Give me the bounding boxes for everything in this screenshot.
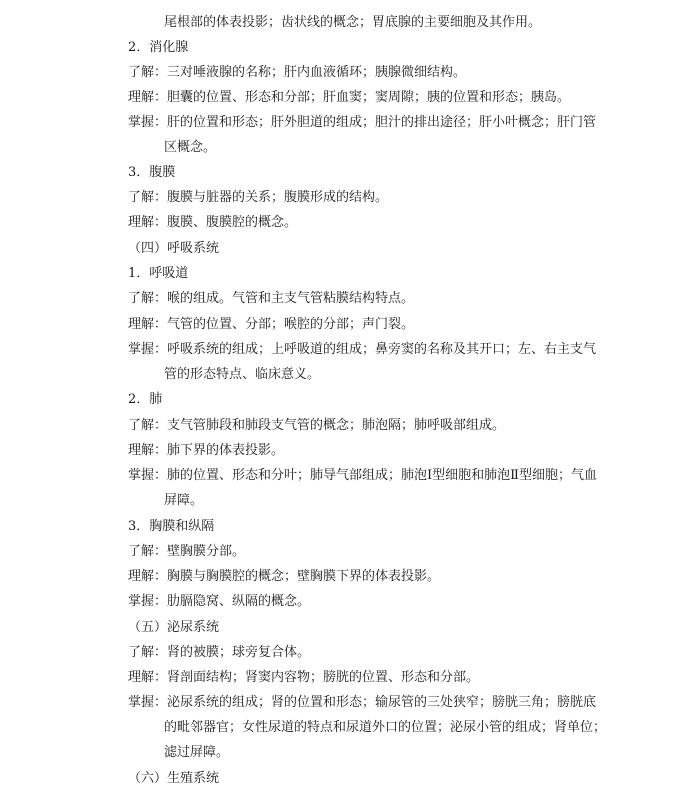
text-line: 尾根部的体表投影；齿状线的概念；胃底腺的主要细胞及其作用。 (164, 15, 542, 30)
chapter-heading: （五）泌尿系统 (128, 620, 220, 635)
text-line: 管的形态特点、临床意义。 (164, 367, 321, 382)
text-line: 了解：腹膜与脏器的关系；腹膜形成的结构。 (128, 190, 389, 205)
text-line: 区概念。 (164, 140, 217, 155)
text-line: 理解：胸膜与胸膜腔的概念；壁胸膜下界的体表投影。 (128, 569, 441, 584)
text-line: 了解：壁胸膜分部。 (128, 544, 246, 559)
text-line: 理解：肺下界的体表投影。 (128, 443, 285, 458)
text-line: 理解：腹膜、腹膜腔的概念。 (128, 215, 298, 230)
text-line: 理解：气管的位置、分部；喉腔的分部；声门裂。 (128, 317, 415, 332)
text-line: 屏障。 (164, 493, 204, 508)
text-line: 理解：胆囊的位置、形态和分部；肝血窦；窦周隙；胰的位置和形态；胰岛。 (128, 90, 571, 105)
section-heading: 3．胸膜和纵隔 (128, 519, 215, 534)
section-heading: 3．腹膜 (128, 165, 176, 180)
text-line: 理解：肾剖面结构；肾窦内容物；膀胱的位置、形态和分部。 (128, 670, 480, 685)
text-line: 掌握：肝的位置和形态；肝外胆道的组成；胆汁的排出途径；肝小叶概念；肝门管 (128, 115, 597, 130)
text-line: 的毗邻器官；女性尿道的特点和尿道外口的位置；泌尿小管的组成；肾单位； (164, 720, 607, 735)
chapter-heading: （四）呼吸系统 (128, 241, 220, 256)
chapter-heading: （六）生殖系统 (128, 771, 220, 786)
text-line: 了解：支气管肺段和肺段支气管的概念；肺泡隔；肺呼吸部组成。 (128, 418, 506, 433)
section-heading: 1．呼吸道 (128, 266, 189, 281)
section-heading: 2．消化腺 (128, 40, 189, 55)
text-line: 掌握：肋膈隐窝、纵隔的概念。 (128, 594, 311, 609)
section-heading: 2．肺 (128, 392, 163, 407)
text-line: 了解：喉的组成。气管和主支气管粘膜结构特点。 (128, 291, 415, 306)
text-line: 滤过屏障。 (164, 745, 230, 760)
text-line: 了解：肾的被膜；球旁复合体。 (128, 645, 311, 660)
text-line: 掌握：呼吸系统的组成；上呼吸道的组成；鼻旁窦的名称及其开口；左、右主支气 (128, 342, 597, 357)
text-line: 了解：三对唾液腺的名称；肝内血液循环；胰腺微细结构。 (128, 65, 467, 80)
text-line: 掌握：肺的位置、形态和分叶；肺导气部组成；肺泡Ⅰ型细胞和肺泡Ⅱ型细胞；气血 (128, 468, 597, 483)
text-line: 掌握：泌尿系统的组成；肾的位置和形态；输尿管的三处狭窄；膀胱三角；膀胱底 (128, 695, 597, 710)
